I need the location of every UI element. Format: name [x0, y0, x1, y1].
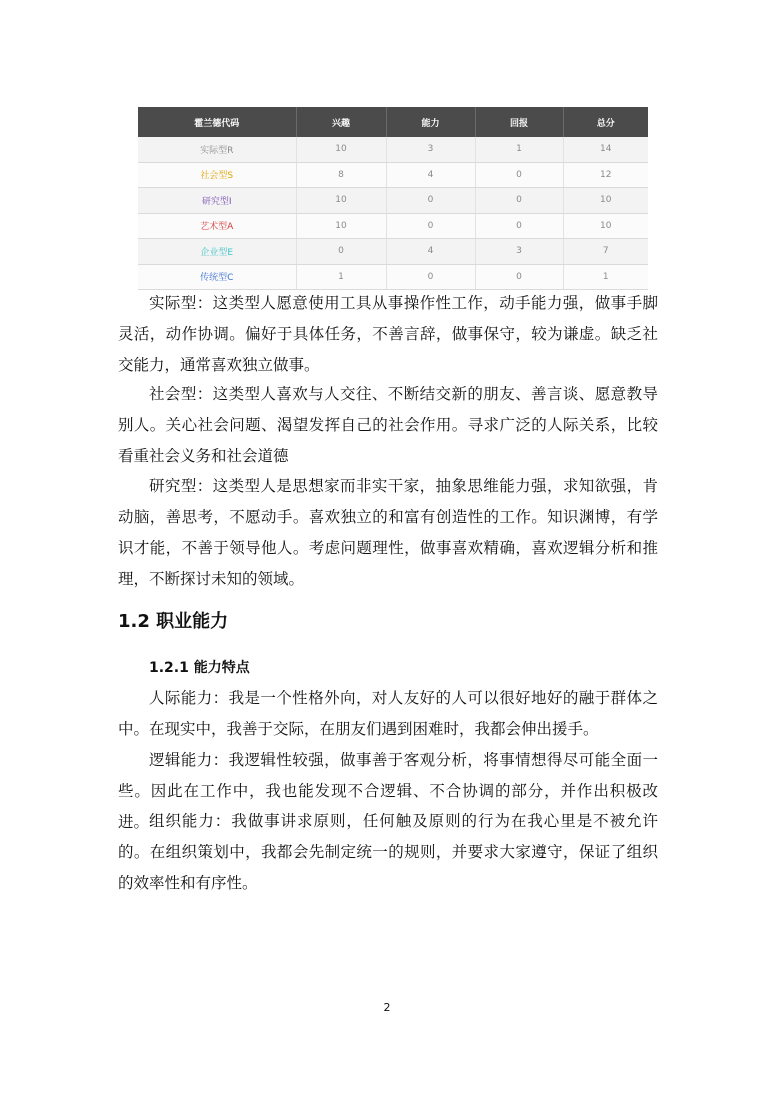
value-cell: 10 [296, 137, 386, 162]
paragraph-organizational: 组织能力：我做事讲求原则，任何触及原则的行为在我心里是不被允许的。在组织策划中，我都会先制定统一的规则，并要求大家遵守，保证了组织的效率性和有序性。 [118, 812, 658, 892]
value-cell: 0 [475, 188, 563, 214]
table-header-row [138, 107, 648, 137]
table-row [138, 239, 648, 265]
value-cell: 10 [296, 188, 386, 214]
paragraph-investigative: 研究型：这类型人是思想家而非实干家，抽象思维能力强，求知欲强，肯动脑，善思考，不愿动手。喜欢独立的和富有创造性的工作。知识渊博，有学识才能，不善于领导他人。考虑问题理性，做事喜欢精确，喜欢逻辑分析和推理，不断探讨未知的领域。 [118, 477, 658, 588]
value-cell: 0 [475, 264, 563, 290]
paragraph-social: 社会型：这类型人喜欢与人交往、不断结交新的朋友、善言谈、愿意教导别人。关心社会问题、渴望发挥自己的社会作用。寻求广泛的人际关系，比较看重社会义务和社会道德 [118, 385, 658, 465]
header-reward: 回报 [475, 107, 563, 137]
value-cell: 8 [296, 162, 386, 188]
header-ability: 能力 [386, 107, 475, 137]
value-cell: 7 [563, 239, 648, 265]
value-cell: 12 [563, 162, 648, 188]
value-cell: 4 [386, 239, 475, 265]
value-cell: 3 [386, 137, 475, 162]
value-cell: 10 [563, 213, 648, 239]
table-row [138, 264, 648, 290]
value-cell: 0 [475, 213, 563, 239]
type-cell: 社会型S [138, 162, 296, 188]
page-number: 2 [383, 1001, 391, 1014]
value-cell: 14 [563, 137, 648, 162]
type-cell: 艺术型A [138, 213, 296, 239]
value-cell: 4 [386, 162, 475, 188]
table-row [138, 188, 648, 214]
value-cell: 3 [475, 239, 563, 265]
subsection-heading: 1.2.1 能力特点 [149, 660, 250, 676]
value-cell: 1 [475, 137, 563, 162]
value-cell: 10 [296, 213, 386, 239]
type-cell: 企业型E [138, 239, 296, 265]
value-cell: 0 [475, 162, 563, 188]
type-cell: 研究型I [138, 188, 296, 214]
header-interest: 兴趣 [296, 107, 386, 137]
value-cell: 10 [563, 188, 648, 214]
value-cell: 0 [296, 239, 386, 265]
paragraph-logical: 逻辑能力：我逻辑性较强，做事善于客观分析，将事情想得尽可能全面一些。因此在工作中，我也能发现不合逻辑、不合协调的部分，并作出积极改进。 [118, 751, 658, 831]
header-code: 霍兰德代码 [138, 107, 296, 137]
table-row [138, 213, 648, 239]
section-heading: 1.2 职业能力 [118, 611, 229, 632]
table-row [138, 137, 648, 162]
value-cell: 1 [296, 264, 386, 290]
type-cell: 实际型R [138, 137, 296, 162]
holland-code-table [138, 107, 648, 290]
header-total: 总分 [563, 107, 648, 137]
value-cell: 0 [386, 188, 475, 214]
table-row [138, 162, 648, 188]
type-cell: 传统型C [138, 264, 296, 290]
paragraph-interpersonal: 人际能力：我是一个性格外向，对人友好的人可以很好地好的融于群体之中。在现实中，我善于交际，在朋友们遇到困难时，我都会伸出援手。 [118, 689, 658, 738]
value-cell: 0 [386, 213, 475, 239]
paragraph-realistic: 实际型：这类型人愿意使用工具从事操作性工作，动手能力强，做事手脚灵活，动作协调。偏好于具体任务，不善言辞，做事保守，较为谦虚。缺乏社交能力，通常喜欢独立做事。 [118, 294, 658, 374]
table-body [138, 137, 648, 290]
value-cell: 1 [563, 264, 648, 290]
value-cell: 0 [386, 264, 475, 290]
